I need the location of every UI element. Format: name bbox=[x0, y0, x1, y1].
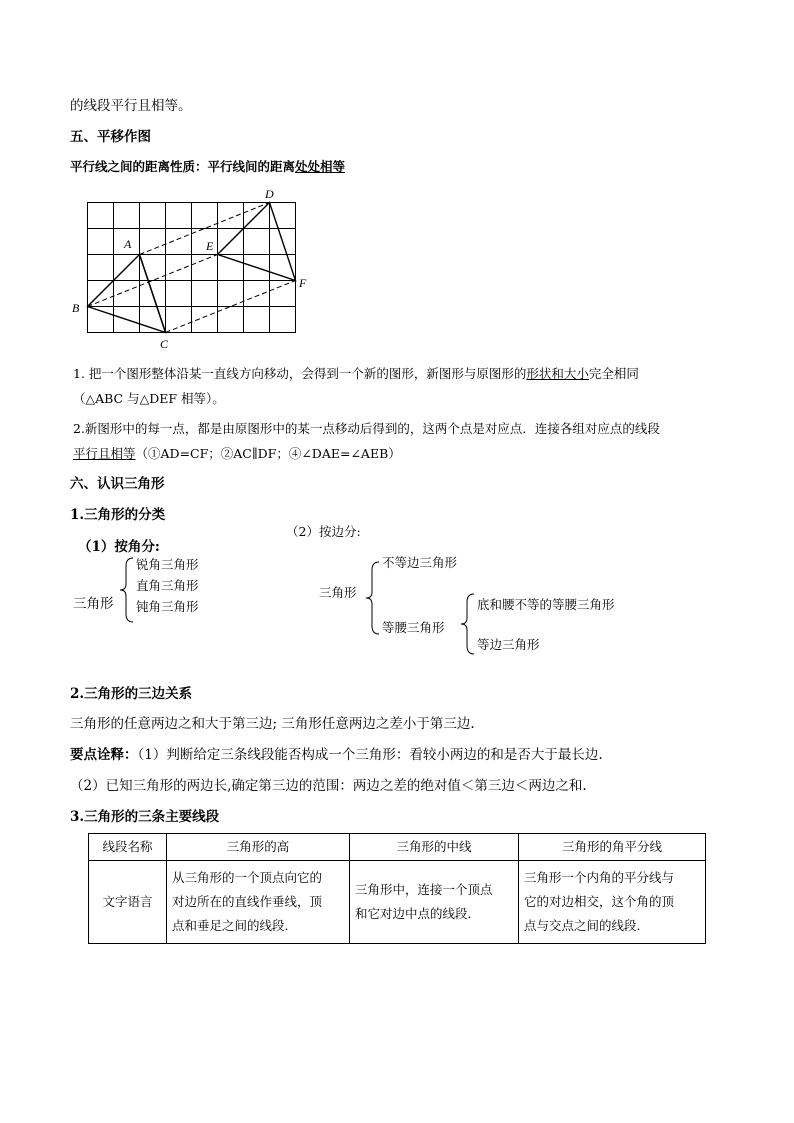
header-cell: 三角形的高 bbox=[167, 834, 350, 861]
isosceles-type-non-equilateral: 底和腰不等的等腰三角形 bbox=[477, 597, 615, 612]
parallel-distance-property bbox=[70, 157, 345, 175]
label-A: A bbox=[124, 237, 132, 251]
label-E: E bbox=[206, 239, 214, 253]
emphasis-shape-size: 形状和大小 bbox=[526, 366, 589, 381]
header-cell: 三角形的中线 bbox=[350, 834, 519, 861]
side-relation-text: 三角形的任意两边之和大于第三边; 三角形任意两边之差小于第三边. bbox=[70, 716, 475, 732]
by-side-root: 三角形 bbox=[319, 585, 357, 600]
subheading-main-segments: 3.三角形的三条主要线段 bbox=[70, 809, 220, 825]
brace-side bbox=[364, 560, 384, 636]
paragraph-1: 1. 把一个图形整体沿某一直线方向移动，会得到一个新的图形，新图形与原图形的形状和大小完全相同 bbox=[73, 366, 639, 381]
brace-angle bbox=[118, 556, 138, 624]
paragraph-2: 2.新图形中的每一点，都是由原图形中的某一点移动后得到的，这两个点是对应点．连接各组对应点的线段 bbox=[73, 421, 660, 436]
key-point-2: （2）已知三角形的两边长,确定第三边的范围：两边之差的绝对值＜第三边＜两边之和. bbox=[70, 778, 587, 794]
segments-table bbox=[88, 833, 706, 944]
paragraph-2-cont: 平行且相等（①AD=CF；②AC∥DF；④∠DAE=∠AEB） bbox=[73, 446, 401, 461]
angle-type-right: 直角三角形 bbox=[136, 578, 199, 593]
angle-type-acute: 锐角三角形 bbox=[136, 557, 199, 572]
triangle-ABC bbox=[88, 255, 166, 333]
label-F: F bbox=[299, 276, 307, 290]
side-type-scalene: 不等边三角形 bbox=[382, 555, 458, 570]
key-point-1: 要点诠释：（1）判断给定三条线段能否构成一个三角形：看较小两边的和是否大于最长边. bbox=[70, 747, 603, 763]
by-side-title: （2）按边分: bbox=[286, 524, 361, 539]
label-C: C bbox=[160, 337, 169, 351]
bisector-cell: 三角形一个内角的平分线与 它的对边相交，这个角的顶 点与交点之间的线段． bbox=[519, 861, 706, 944]
property-label: 平行线之间的距离性质： bbox=[70, 159, 208, 174]
label-B: B bbox=[72, 301, 80, 315]
property-emphasis: 处处相等 bbox=[295, 159, 346, 174]
by-angle-root: 三角形 bbox=[73, 596, 114, 612]
emphasis-parallel-equal: 平行且相等 bbox=[73, 446, 136, 461]
median-cell: 三角形中，连接一个顶点 和它对边中点的线段． bbox=[350, 861, 519, 944]
angle-type-obtuse: 钝角三角形 bbox=[136, 599, 199, 614]
section-heading-translation: 五、平移作图 bbox=[70, 129, 151, 145]
property-text: 平行线间的距离 bbox=[207, 159, 296, 174]
isosceles-type-equilateral: 等边三角形 bbox=[477, 637, 540, 652]
continuation-text: 的线段平行且相等。 bbox=[70, 98, 192, 114]
height-cell: 从三角形的一个顶点向它的 对边所在的直线作垂线，顶 点和垂足之间的线段． bbox=[167, 861, 350, 944]
translation-figure bbox=[66, 184, 316, 354]
brace-isosceles bbox=[459, 592, 479, 656]
triangle-DEF bbox=[218, 203, 296, 281]
subheading-classification: 1.三角形的分类 bbox=[70, 507, 166, 523]
table-header-row bbox=[89, 834, 706, 861]
section-heading-triangle: 六、认识三角形 bbox=[70, 476, 165, 492]
by-angle-title: （1）按角分: bbox=[78, 539, 160, 555]
label-D: D bbox=[265, 187, 274, 201]
key-point-label: 要点诠释： bbox=[70, 747, 138, 763]
header-cell: 线段名称 bbox=[89, 834, 167, 861]
header-cell: 三角形的角平分线 bbox=[519, 834, 706, 861]
subheading-side-relation: 2.三角形的三边关系 bbox=[70, 686, 193, 702]
row-label-cell: 文字语言 bbox=[89, 861, 167, 944]
paragraph-1-cont: （△ABC 与△DEF 相等）。 bbox=[73, 391, 225, 406]
side-type-isosceles: 等腰三角形 bbox=[382, 620, 445, 635]
table-row bbox=[89, 861, 706, 944]
grid bbox=[88, 203, 296, 333]
